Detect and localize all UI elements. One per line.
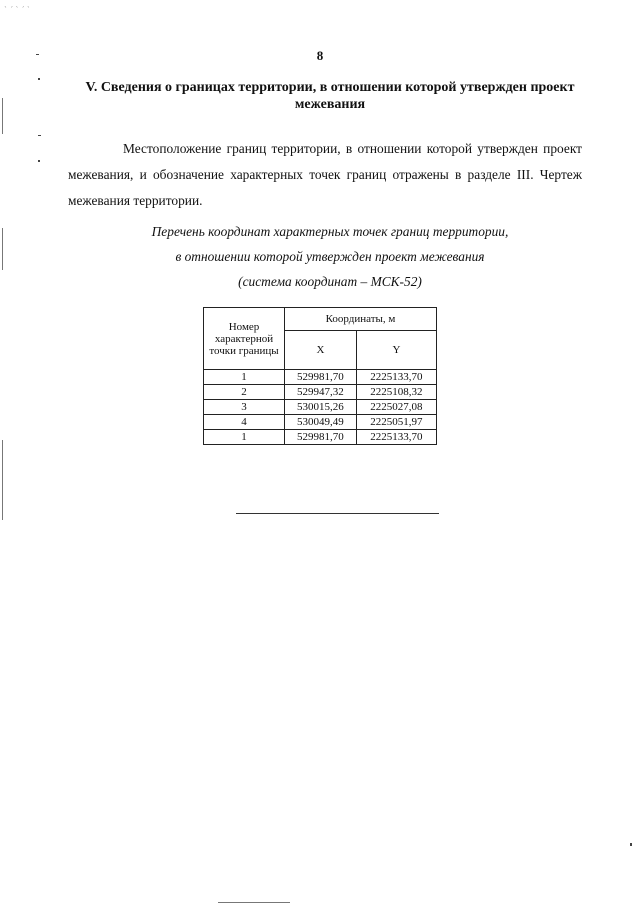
table-row [204,430,437,445]
header-y: Y [356,331,436,370]
header-point-number: Номер характерной точки границы [204,308,285,370]
cell-x: 529981,70 [285,430,357,445]
caption-line: в отношении которой утвержден проект межевания [175,249,485,264]
bottom-edge-line [218,902,290,903]
caption-line: (система координат – МСК-52) [238,274,422,289]
table-row [204,385,437,400]
cell-y: 2225051,97 [356,415,436,430]
header-coordinates: Координаты, м [285,308,437,331]
cell-y: 2225133,70 [356,370,436,385]
cell-x: 530015,26 [285,400,357,415]
scan-dot [38,135,41,136]
scan-dot [630,843,632,846]
scan-dot [38,160,40,162]
table-row [204,400,437,415]
cell-x: 529981,70 [285,370,357,385]
caption-line: Перечень координат характерных точек границ территории, [151,224,509,239]
cell-x: 530049,49 [285,415,357,430]
scan-margin-line-lower [2,440,3,520]
page-number: 8 [316,48,324,63]
scan-margin-line-middle [2,228,3,270]
body-paragraph: Местоположение границ территории, в отношении которой утвержден проект межевания, и обозначение характерных точек границ отражены в разделе III. Чертеж межевания территории. [68,141,582,208]
scan-header-scribble: ˎ ˏ ˎ ˏ ˎ [4,0,31,8]
cell-y: 2225133,70 [356,430,436,445]
cell-point: 1 [204,430,285,445]
cell-y: 2225027,08 [356,400,436,415]
scan-margin-line-top [2,98,3,134]
cell-point: 2 [204,385,285,400]
section-title: V. Сведения о границах территории, в отношении которой утвержден проект межевания [85,80,575,112]
header-x: X [285,331,357,370]
table-row [204,370,437,385]
cell-y: 2225108,32 [356,385,436,400]
table-row [204,415,437,430]
cell-point: 1 [204,370,285,385]
cell-point: 4 [204,415,285,430]
signature-line [236,513,439,514]
scan-dot [38,78,40,80]
coordinate-list-caption [70,219,590,294]
cell-point: 3 [204,400,285,415]
cell-x: 529947,32 [285,385,357,400]
coordinates-table [203,307,437,445]
